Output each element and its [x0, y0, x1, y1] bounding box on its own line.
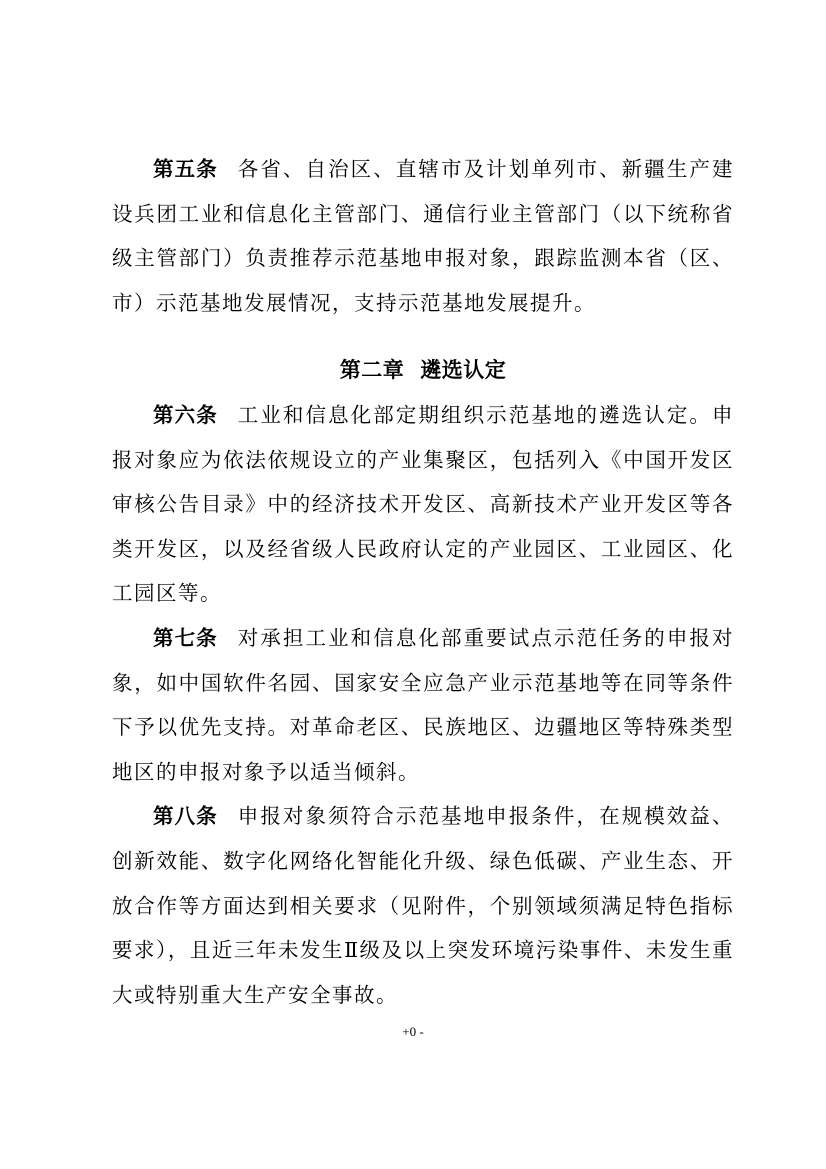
document-body	[112, 147, 734, 1017]
article-6	[112, 393, 734, 616]
article-5-label: 第五条	[153, 157, 218, 181]
article-8-label: 第八条	[153, 804, 218, 829]
article-7-label: 第七条	[153, 625, 218, 650]
article-8-text: 申报对象须符合示范基地申报条件，在规模效益、创新效能、数字化网络化智能化升级、绿色低碳、产业生态、开放合作等方面达到相关要求（见附件，个别领域须满足特色指标要求），且近三年未发生Ⅱ级及以上突发环境污染事件、未发生重大或特别重大生产安全事故。	[112, 804, 734, 1007]
chapter-title: 遴选认定	[420, 358, 507, 383]
chapter-heading	[112, 348, 734, 393]
chapter-number: 第二章	[339, 358, 405, 383]
article-7-text: 对承担工业和信息化部重要试点示范任务的申报对象，如中国软件名园、国家安全应急产业示范基地等在同等条件下予以优先支持。对革命老区、民族地区、边疆地区等特殊类型地区的申报对象予以适当倾斜。	[112, 625, 734, 784]
article-5-text: 各省、自治区、直辖市及计划单列市、新疆生产建设兵团工业和信息化主管部门、通信行业主管部门（以下统称省级主管部门）负责推荐示范基地申报对象，跟踪监测本省（区、市）示范基地发展情况，支持示范基地发展提升。	[112, 157, 734, 315]
article-6-label: 第六条	[153, 402, 218, 427]
article-6-text: 工业和信息化部定期组织示范基地的遴选认定。申报对象应为依法依规设立的产业集聚区，包括列入《中国开发区审核公告目录》中的经济技术开发区、高新技术产业开发区等各类开发区，以及经省级人民政府认定的产业园区、工业园区、化工园区等。	[112, 402, 734, 606]
article-8	[112, 794, 734, 1017]
page-number: +0 -	[402, 1024, 424, 1039]
article-5	[112, 147, 734, 325]
article-7	[112, 616, 734, 794]
